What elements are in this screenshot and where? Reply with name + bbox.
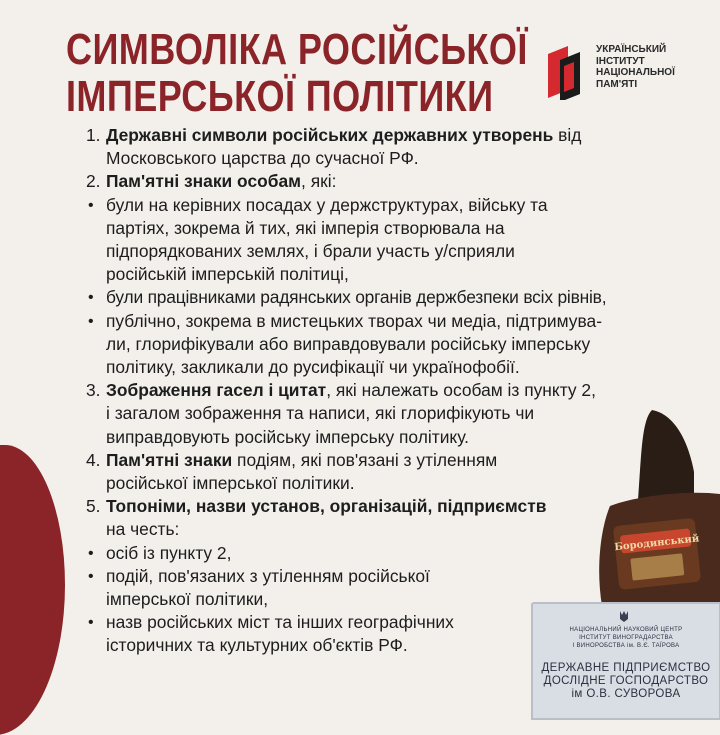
list-item [84, 170, 678, 193]
item-text: від [553, 125, 582, 145]
bullet-marker: • [88, 312, 94, 330]
bullet-item [84, 310, 678, 380]
item-number: 4. [86, 449, 101, 470]
item-text: Московського царства до сучасної РФ. [106, 148, 419, 169]
item-text: , які належать особам із пункту 2, [326, 380, 596, 401]
plaque-text: ДЕРЖАВНЕ ПІДПРИЄМСТВО [541, 662, 711, 674]
bread-label: Бородинський [613, 533, 700, 554]
title-line-2: ІМПЕРСЬКОЇ ПОЛІТИКИ [66, 72, 494, 121]
item-text: на честь: [106, 519, 180, 540]
decorative-red-shape [0, 445, 65, 735]
bullet-item [84, 286, 678, 309]
institute-logo-icon [546, 44, 586, 100]
item-heading: Пам'ятні знаки [106, 449, 233, 470]
item-number: 5. [86, 496, 101, 517]
item-text: виправдовують російську імперську політику. [106, 426, 470, 447]
item-heading: Зображення гасел і цитат [106, 380, 327, 401]
trident-icon [619, 610, 629, 623]
item-text: були працівниками радянських органів держбезпеки всіх рівнів, [106, 287, 607, 308]
logo-line: ПАМ'ЯТІ [596, 78, 638, 90]
institute-logo-text [596, 44, 708, 90]
list-item [84, 379, 678, 449]
item-text: російській імперській політиці, [106, 264, 349, 285]
item-text: історичних та культурних об'єктів РФ. [106, 635, 408, 656]
logo-line: ІНСТИТУТ [596, 55, 645, 67]
bullet-item [84, 542, 678, 565]
item-number: 2. [86, 171, 101, 192]
bread-package-photo [596, 410, 720, 606]
item-text: ли, глорифікували або виправдовували російську імперську [106, 333, 591, 354]
bullet-marker: • [88, 614, 94, 632]
bullet-marker: • [88, 567, 94, 585]
plaque-text: НАЦІОНАЛЬНИЙ НАУКОВИЙ ЦЕНТР [569, 627, 683, 633]
item-heading: Пам'ятні знаки особам [106, 171, 302, 192]
plaque-text: ІНСТИТУТ ВИНОГРАДАРСТВА [579, 635, 673, 641]
list-item [84, 124, 678, 170]
item-text: назв російських міст та інших географічних [106, 612, 454, 633]
item-text: публічно, зокрема в мистецьких творах чи медіа, підтримува- [106, 310, 602, 331]
item-number: 1. [86, 125, 101, 145]
item-heading: Топоніми, назви установ, організацій, підприємств [106, 496, 547, 517]
bullet-marker: • [88, 289, 94, 307]
plaque-text: ім О.В. СУВОРОВА [571, 688, 681, 700]
title-line-1: СИМВОЛІКА РОСІЙСЬКОЇ [66, 25, 528, 74]
item-text: подіям, які пов'язані з утіленням [232, 449, 498, 470]
item-text: партіях, зокрема й тих, які імперія створювала на [106, 217, 505, 238]
item-text: були на керівних посадах у держструктурах, війську та [106, 194, 548, 215]
logo-line: НАЦІОНАЛЬНОЇ [596, 67, 675, 78]
institution-plaque-photo [531, 602, 720, 720]
item-text: політику, закликали до русифікації чи українофобії. [106, 357, 520, 378]
list-item [84, 449, 678, 495]
item-text: підпорядкованих землях, і брали участь у/сприяли [106, 241, 515, 262]
bullet-item [84, 194, 678, 287]
list-item [84, 495, 678, 541]
symbol-list [84, 124, 678, 658]
item-text: російської імперської політики. [106, 473, 355, 494]
institute-logo [546, 40, 706, 104]
item-text: і загалом зображення та написи, які глорифікують чи [106, 403, 535, 424]
item-number: 3. [86, 380, 101, 401]
item-text: подій, пов'язаних з утіленням російської [106, 565, 430, 586]
item-text: осіб із пункту 2, [106, 542, 232, 563]
page-title [66, 26, 528, 120]
plaque-text: І ВИНОРОБСТВА ім. В.Є. ТАЇРОВА [572, 643, 680, 649]
logo-line: УКРАЇНСЬКИЙ [596, 44, 667, 55]
item-text: імперської політики, [106, 589, 269, 610]
item-text: , які: [301, 171, 337, 192]
bullet-marker: • [88, 196, 94, 214]
bullet-marker: • [88, 544, 94, 562]
plaque-text: ДОСЛІДНЕ ГОСПОДАРСТВО [543, 675, 709, 687]
item-heading: Державні символи російських державних утворень [106, 125, 554, 145]
